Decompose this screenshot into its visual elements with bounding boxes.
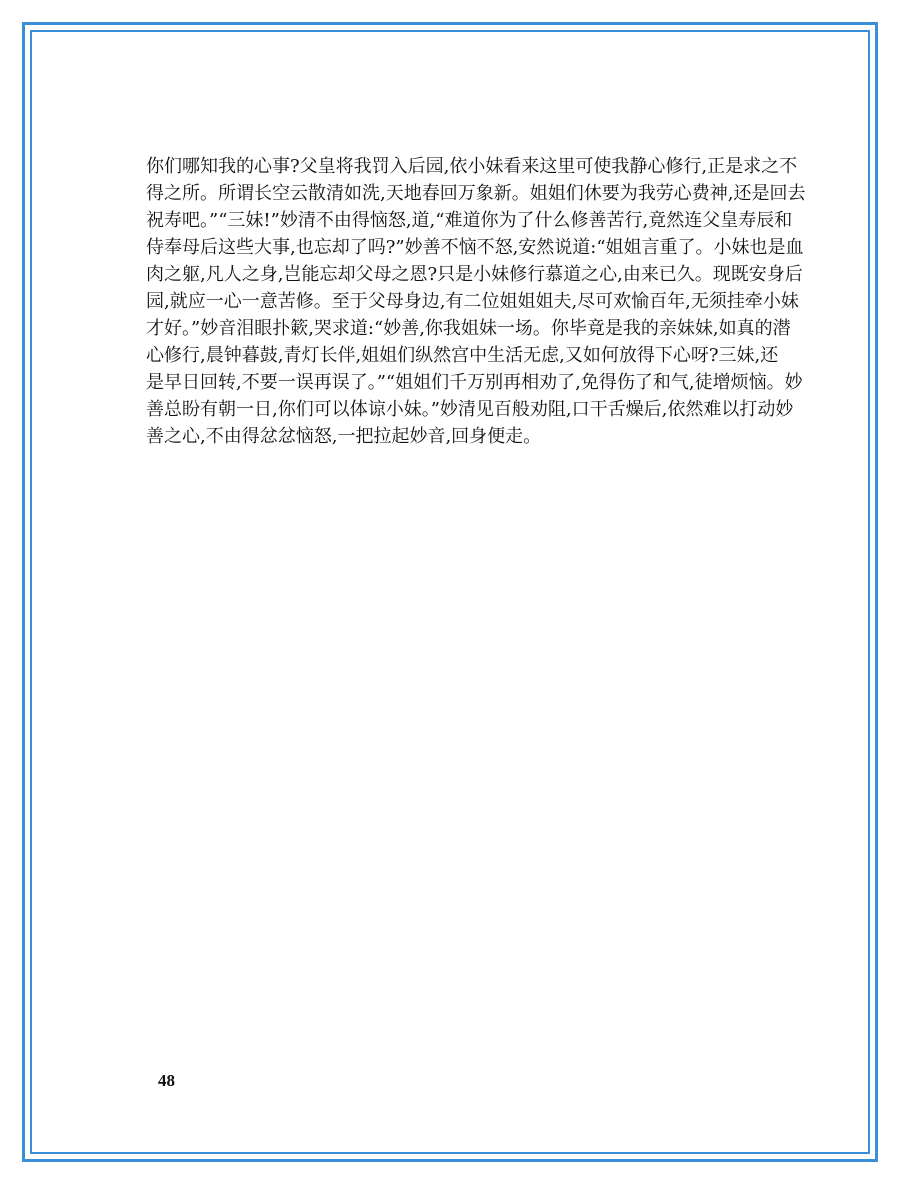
text-line: 肉之躯,凡人之身,岂能忘却父母之恩?只是小妹修行慕道之心,由来已久。现既安身后 bbox=[146, 264, 803, 285]
text-line: 善总盼有朝一日,你们可以体谅小妹。”妙清见百般劝阻,口干舌燥后,依然难以打动妙 bbox=[146, 399, 794, 420]
text-line: 得之所。所谓长空云散清如洗,天地春回万象新。姐姐们休要为我劳心费神,还是回去 bbox=[146, 183, 806, 204]
text-line: 你们哪知我的心事?父皇将我罚入后园,依小妹看来这里可使我静心修行,正是求之不 bbox=[146, 156, 798, 177]
text-line: 祝寿吧。”“三妹!”妙清不由得恼怒,道,“难道你为了什么修善苦行,竟然连父皇寿辰和 bbox=[146, 210, 793, 231]
text-line: 园,就应一心一意苦修。至于父母身边,有二位姐姐姐夫,尽可欢愉百年,无须挂牵小妹 bbox=[146, 291, 799, 312]
text-line: 心修行,晨钟暮鼓,青灯长伴,姐姐们纵然宫中生活无虑,又如何放得下心呀?三妹,还 bbox=[146, 345, 779, 366]
body-text bbox=[146, 153, 806, 450]
text-line: 是早日回转,不要一误再误了。”“姐姐们千万别再相劝了,免得伤了和气,徒增烦恼。妙 bbox=[146, 372, 803, 393]
page-number: 48 bbox=[158, 1071, 175, 1090]
text-line: 才好。”妙音泪眼扑簌,哭求道:“妙善,你我姐妹一场。你毕竟是我的亲妹妹,如真的潜 bbox=[146, 318, 791, 339]
text-line: 侍奉母后这些大事,也忘却了吗?”妙善不恼不怒,安然说道:“姐姐言重了。小妹也是血 bbox=[146, 237, 804, 258]
text-line: 善之心,不由得忿忿恼怒,一把拉起妙音,回身便走。 bbox=[146, 426, 542, 447]
